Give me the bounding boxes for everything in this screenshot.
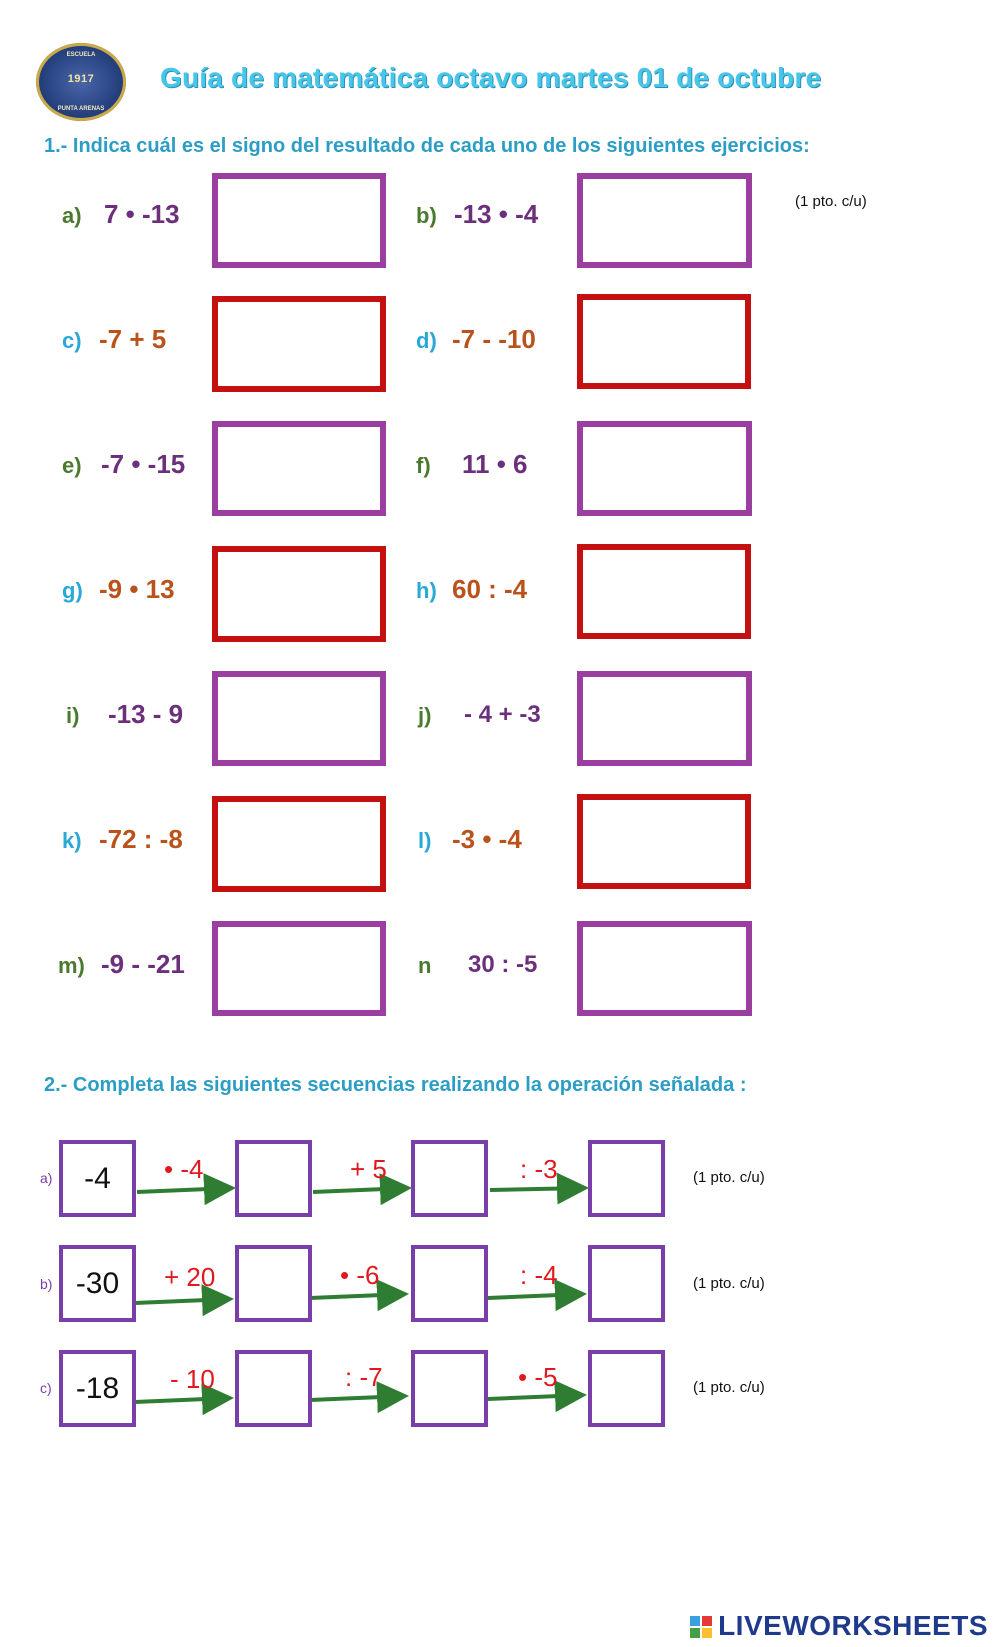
item-i-expression: -13 - 9 [108,699,184,729]
sequence-b-box-2[interactable] [411,1245,488,1322]
sequence-a-points: (1 pto. c/u) [693,1169,765,1186]
sequence-c-box-2[interactable] [411,1350,488,1427]
logo-ring-bottom: PUNTA ARENAS [57,106,105,112]
item-k-expression: -72 : -8 [99,824,183,854]
item-l-expression: -3 • -4 [452,824,522,854]
sequence-b-box-3[interactable] [588,1245,665,1322]
sequence-b-start: -30 [59,1245,136,1322]
sequence-c-points: (1 pto. c/u) [693,1379,765,1396]
page-title: Guía de matemática octavo martes 01 de octubre [160,62,822,93]
item-i-label: i) [66,703,80,728]
logo-year: 1917 [67,73,95,85]
sequence-a-box-3[interactable] [588,1140,665,1217]
item-l-label: l) [418,828,432,853]
item-c-label: c) [62,328,82,353]
arrow-a-1 [137,1188,232,1192]
sequence-b-box-1[interactable] [235,1245,312,1322]
item-f-expression: 11 • 6 [462,449,528,479]
item-h-label: h) [416,578,437,603]
sequence-a-op-3: : -3 [520,1154,558,1184]
arrow-c-3 [488,1395,583,1399]
arrow-b-3 [488,1294,583,1298]
sequence-b-op-3: : -4 [520,1260,558,1290]
sequence-c-label: c) [40,1380,52,1396]
arrow-c-2 [310,1396,405,1400]
sequence-c-box-1[interactable] [235,1350,312,1427]
item-j-label: j) [418,703,432,728]
sequence-a-start: -4 [59,1140,136,1217]
item-f-label: f) [416,453,431,478]
sequence-a-op-1: • -4 [164,1154,204,1184]
item-d-label: d) [416,328,437,353]
item-g-label: g) [62,578,83,603]
arrow-b-2 [310,1294,405,1298]
liveworksheets-text: LIVEWORKSHEETS [718,1610,988,1641]
item-c-expression: -7 + 5 [99,324,167,354]
sequence-b-points: (1 pto. c/u) [693,1275,765,1292]
item-m-expression: -9 - -21 [101,949,185,979]
liveworksheets-logo-icon [690,1616,714,1640]
sequence-b-label: b) [40,1276,53,1292]
item-n-label: n [418,953,432,978]
sequence-c-op-3: • -5 [518,1362,558,1392]
sequence-a-box-1[interactable] [235,1140,312,1217]
arrow-a-3 [490,1188,585,1190]
item-a-label: a) [62,203,82,228]
item-e-expression: -7 • -15 [101,449,186,479]
sequence-a-op-2: + 5 [350,1154,387,1184]
sequence-c-box-3[interactable] [588,1350,665,1427]
section1-heading: 1.- Indica cuál es el signo del resultado de cada uno de los siguientes ejercicios: [44,135,810,157]
arrow-c-1 [135,1398,230,1402]
sequence-a-box-2[interactable] [411,1140,488,1217]
item-d-expression: -7 - -10 [452,324,536,354]
item-n-expression: 30 : -5 [468,951,538,978]
sequence-a-label: a) [40,1170,53,1186]
item-b-label: b) [416,203,437,228]
liveworksheets-brand [690,1610,988,1642]
arrow-a-2 [313,1188,408,1192]
sequence-c-start: -18 [59,1350,136,1427]
item-m-label: m) [58,953,85,978]
sequence-c-op-1: - 10 [170,1364,215,1394]
item-j-expression: - 4 + -3 [464,701,541,728]
item-k-label: k) [62,828,82,853]
sequence-c-op-2: : -7 [345,1362,383,1392]
item-e-label: e) [62,453,82,478]
item-b-expression: -13 • -4 [454,199,539,229]
arrow-b-1 [135,1299,230,1303]
logo-ring-top: ESCUELA [66,52,96,58]
section2-heading: 2.- Completa las siguientes secuencias realizando la operación señalada : [44,1074,747,1096]
sequence-b-op-1: + 20 [164,1262,216,1292]
sequence-b-op-2: • -6 [340,1260,380,1290]
item-h-expression: 60 : -4 [452,574,528,604]
item-a-expression: 7 • -13 [104,199,180,229]
section1-points: (1 pto. c/u) [795,193,867,210]
item-g-expression: -9 • 13 [99,574,175,604]
